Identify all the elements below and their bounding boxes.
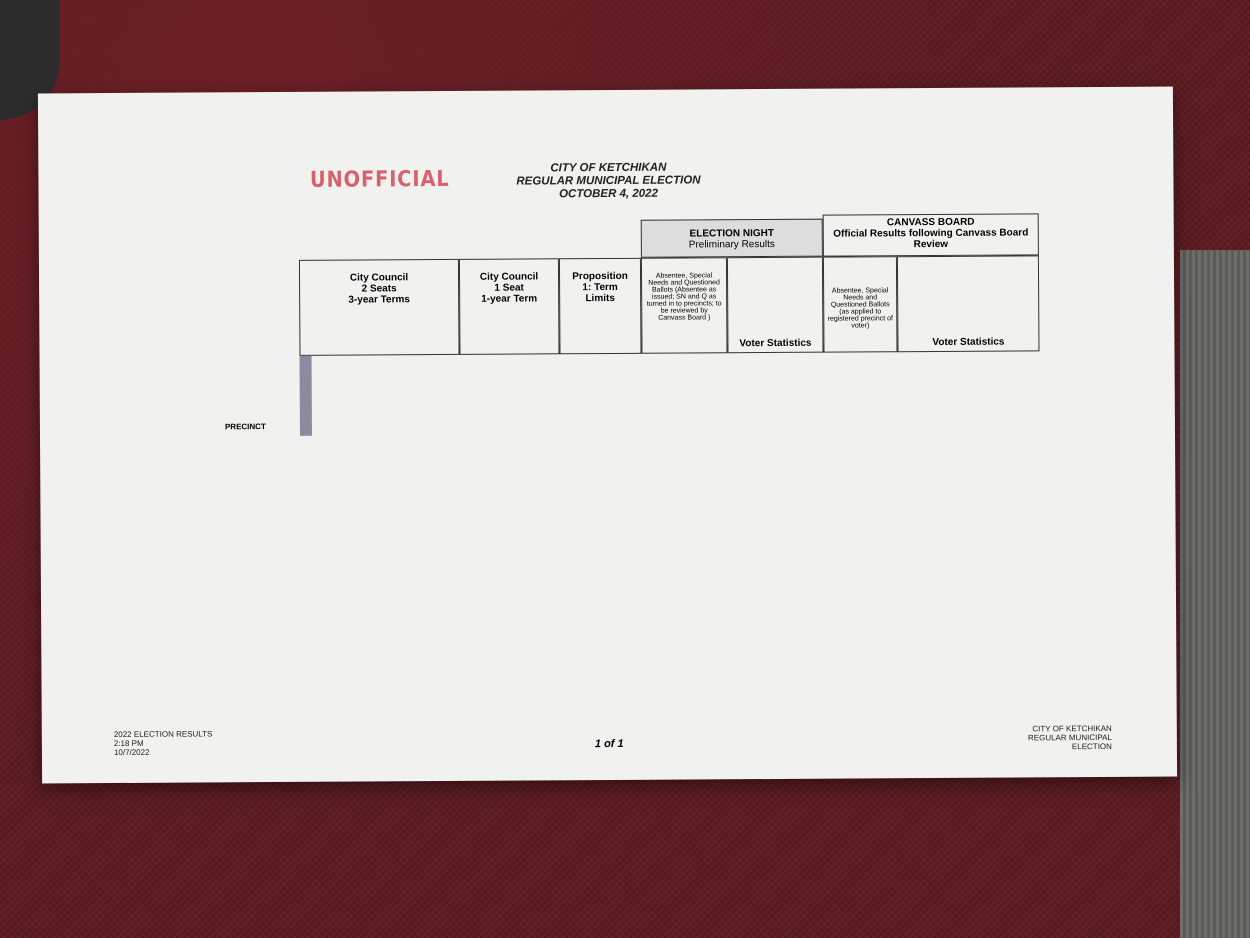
- council-2-seat-header: City Council 2 Seats 3-year Terms: [299, 259, 460, 356]
- canvass-board-header: CANVASS BOARD Official Results following Canvass Board Review: [823, 213, 1039, 256]
- voter-stats-header-en: Voter Statistics: [727, 257, 824, 354]
- voter-stats-header-cb: Voter Statistics: [897, 255, 1040, 352]
- election-night-header: ELECTION NIGHT Preliminary Results: [641, 219, 823, 258]
- proposition-header: Proposition 1: Term Limits: [559, 258, 642, 354]
- page-number: 1 of 1: [594, 737, 624, 751]
- results-sheet: [38, 87, 1177, 784]
- sheet-title: CITY OF KETCHIKAN REGULAR MUNICIPAL ELECTION OCTOBER 4, 2022: [516, 161, 701, 201]
- carpet: [1180, 250, 1250, 938]
- absentee-note-canvass: Absentee, Special Needs and Questioned Ballots (as applied to registered precinct of voter): [823, 256, 898, 352]
- absentee-note-election-night: Absentee, Special Needs and Questioned Ballots (Absentee as issued; SN and Q as turned in to precincts; to be reviewed by Canvass Board ): [641, 257, 728, 354]
- precinct-label: PRECINCT: [224, 422, 266, 432]
- footer-left: 2022 ELECTION RESULTS 2:18 PM 10/7/2022: [113, 729, 213, 758]
- council-1-seat-header: City Council 1 Seat 1-year Term: [459, 258, 560, 355]
- unofficial-stamp: UNOFFICIAL: [309, 166, 450, 193]
- column-separator: [300, 356, 312, 436]
- footer-right: CITY OF KETCHIKAN REGULAR MUNICIPAL ELECTION: [1027, 723, 1112, 752]
- column-headers: [300, 356, 312, 436]
